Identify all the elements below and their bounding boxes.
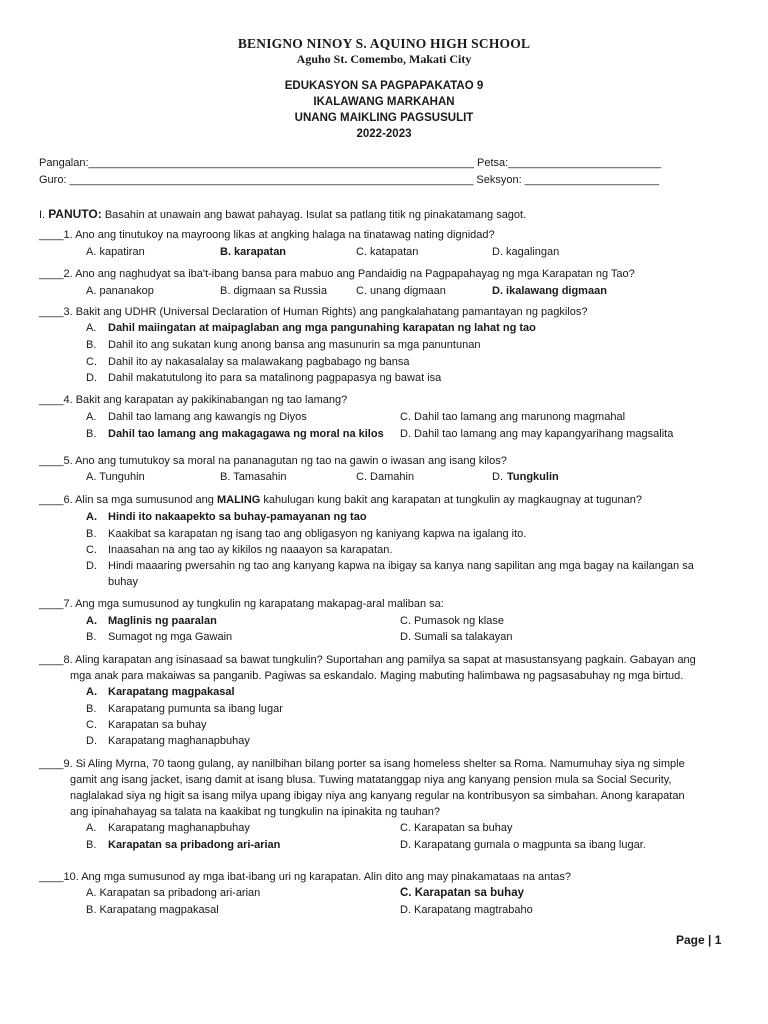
question-8-stem: ____8. Aling karapatan ang isinasaad sa bawat tungkulin? Suportahan ang pamilya sa sapat at masustansyang pagkain. Gabayan ang (39, 654, 696, 666)
name-date-field[interactable]: Pangalan:_______________________________________________________________ Petsa:_________________________ (39, 157, 662, 169)
q9-option-c[interactable]: C. Karapatan sa buhay (400, 822, 513, 834)
page-number: Page | 1 (676, 933, 722, 947)
q9-option-a-letter: A. (86, 822, 97, 834)
q4-option-a-letter: A. (86, 411, 97, 423)
q7-option-a-letter: A. (86, 615, 97, 627)
q6-option-b-letter: B. (86, 528, 97, 540)
instructions-number: I. (39, 209, 46, 221)
quarter-title: IKALAWANG MARKAHAN (313, 96, 455, 108)
q3-option-d[interactable]: Dahil makatutulong ito para sa matalinong pagpapasya ng bawat isa (108, 372, 442, 384)
q8-option-d-letter: D. (86, 735, 97, 747)
q9-option-d[interactable]: D. Karapatang gumala o magpunta sa ibang lugar. (400, 839, 646, 851)
q2-option-c[interactable]: C. unang digmaan (356, 285, 446, 297)
q8-option-b[interactable]: Karapatang pumunta sa ibang lugar (108, 703, 283, 715)
q8-option-d[interactable]: Karapatang maghanapbuhay (108, 735, 250, 747)
q1-option-d[interactable]: D. kagalingan (492, 246, 560, 258)
q6-option-d-continued: buhay (108, 576, 138, 588)
school-name: BENIGNO NINOY S. AQUINO HIGH SCHOOL (237, 36, 531, 51)
q5-option-c[interactable]: C. Damahin (356, 471, 415, 483)
q8-option-a-letter: A. (86, 686, 97, 698)
test-title: UNANG MAIKLING PAGSUSULIT (294, 112, 474, 124)
q5-option-a[interactable]: A. Tunguhin (86, 471, 145, 483)
q1-option-c[interactable]: C. katapatan (356, 246, 419, 258)
q5-option-d-letter: D. (492, 471, 503, 483)
q10-option-b[interactable]: B. Karapatang magpakasal (86, 904, 219, 916)
subject-title: EDUKASYON SA PAGPAPAKATAO 9 (284, 80, 484, 92)
q4-option-b[interactable]: Dahil tao lamang ang makagagawa ng moral na kilos (108, 428, 384, 440)
q9-option-a[interactable]: Karapatang maghanapbuhay (108, 822, 250, 834)
q1-option-b[interactable]: B. karapatan (220, 246, 287, 258)
q7-option-d[interactable]: D. Sumali sa talakayan (400, 631, 513, 643)
q3-option-b-letter: B. (86, 339, 97, 351)
q4-option-d[interactable]: D. Dahil tao lamang ang may kapangyarihang magsalita (400, 428, 674, 440)
q3-option-a[interactable]: Dahil maiingatan at maipaglaban ang mga pangunahing karapatan ng lahat ng tao (108, 322, 536, 334)
question-5-stem: ____5. Ano ang tumutukoy sa moral na pananagutan ng tao na gawin o iwasan ang isang kilos? (39, 455, 507, 467)
q6-option-b[interactable]: Kaakibat sa karapatan ng isang tao ang obligasyon ng kaniyang kapwa na igalang ito. (108, 528, 527, 540)
q2-option-b[interactable]: B. digmaan sa Russia (220, 285, 327, 297)
q8-option-c[interactable]: Karapatan sa buhay (108, 719, 207, 731)
teacher-section-field[interactable]: Guro: __________________________________________________________________ Seksyon: ______________________ (39, 174, 660, 186)
q5-option-b[interactable]: B. Tamasahin (220, 471, 287, 483)
question-6-stem: ____6. Alin sa mga sumusunod ang MALING kahulugan kung bakit ang karapatan at tungkulin ay magkaugnay at tugunan? (39, 494, 642, 506)
q2-option-a[interactable]: A. pananakop (86, 285, 154, 297)
instructions-label: PANUTO: (48, 207, 102, 221)
q10-option-c[interactable]: C. Karapatan sa buhay (400, 887, 524, 899)
question-10-stem: ____10. Ang mga sumusunod ay mga ibat-ibang uri ng karapatan. Alin dito ang may pinakamataas na antas? (39, 871, 572, 883)
q8-option-a[interactable]: Karapatang magpakasal (108, 686, 235, 698)
question-9-line-4: ang ipinahahayag sa talata na kaakibat ng tungkulin na ipinakita ng tauhan? (70, 806, 441, 818)
q6-emphasis: MALING (216, 494, 261, 506)
q6-option-d-letter: D. (86, 560, 97, 572)
q3-option-b[interactable]: Dahil ito ang sukatan kung anong bansa ang masunurin sa mga panuntunan (108, 339, 481, 351)
question-1-stem: ____1. Ano ang tinutukoy na mayroong likas at angking halaga na tinatawag nating dignidad? (39, 229, 495, 241)
question-9-line-3: naglalakad siya ng higit sa isang milya upang ibigay niya ang kanyang regular na kontribusyon sa simbahan. Anong karapatan (70, 790, 685, 802)
instructions (39, 207, 526, 221)
school-year: 2022-2023 (356, 128, 412, 140)
q2-option-d[interactable]: D. ikalawang digmaan (492, 285, 607, 297)
q4-option-b-letter: B. (86, 428, 97, 440)
q3-option-a-letter: A. (86, 322, 97, 334)
instructions-text: Basahin at unawain ang bawat pahayag. Isulat sa patlang titik ng pinakatamang sagot. (104, 209, 527, 221)
q6-option-c[interactable]: Inaasahan na ang tao ay kikilos ng naaayon sa karapatan. (108, 544, 393, 556)
q6-option-d[interactable]: Hindi maaaring pwersahin ng tao ang kanyang kapwa na ibigay sa kanya nang sapilitan ang mga bagay na kailangan sa (108, 560, 694, 572)
q8-option-c-letter: C. (86, 719, 97, 731)
question-3-stem: ____3. Bakit ang UDHR (Universal Declaration of Human Rights) ang pangkalahatang pamantayan ng pagkilos? (39, 306, 588, 318)
q9-option-b-letter: B. (86, 839, 97, 851)
q10-option-a[interactable]: A. Karapatan sa pribadong ari-arian (86, 887, 261, 899)
question-2-stem: ____2. Ano ang naghudyat sa iba't-ibang bansa para mabuo ang Pandaidig na Pagpapahayag ng mga Karapatan ng Tao? (39, 268, 635, 280)
q7-option-a[interactable]: Maglinis ng paaralan (108, 615, 217, 627)
question-9-line-1: ____9. Si Aling Myrna, 70 taong gulang, ay nanilbihan bilang porter sa isang homeless shelter sa Roma. Namumuhay siya ng simple (39, 758, 685, 770)
q6-option-c-letter: C. (86, 544, 97, 556)
q1-option-a[interactable]: A. kapatiran (86, 246, 145, 258)
q9-option-b[interactable]: Karapatan sa pribadong ari-arian (108, 839, 281, 851)
q4-option-a[interactable]: Dahil tao lamang ang kawangis ng Diyos (108, 411, 307, 423)
q6-option-a[interactable]: Hindi ito nakaapekto sa buhay-pamayanan ng tao (108, 511, 367, 523)
q4-option-c[interactable]: C. Dahil tao lamang ang marunong magmahal (400, 411, 626, 423)
question-7-stem: ____7. Ang mga sumusunod ay tungkulin ng karapatang makapag-aral maliban sa: (39, 598, 444, 610)
question-9-line-2: gamit ang isang jacket, isang damit at isang blusa. Tuwing matatanggap niya ang kanyang pension mula sa Social Security, (70, 774, 672, 786)
q5-option-d[interactable]: Tungkulin (507, 471, 559, 483)
question-8-stem-cont: mga anak para makaiwas sa panganib. Pagiwas sa eskandalo. Maging mabuting halimbawa ng pagsasabuhay ng mga birtud. (70, 670, 684, 682)
q6-option-a-letter: A. (86, 511, 97, 523)
q7-option-b[interactable]: Sumagot ng mga Gawain (108, 631, 233, 643)
q7-option-c[interactable]: C. Pumasok ng klase (400, 615, 504, 627)
q3-option-d-letter: D. (86, 372, 97, 384)
q3-option-c[interactable]: Dahil ito ay nakasalalay sa malawakang pagbabago ng bansa (108, 356, 410, 368)
q3-option-c-letter: C. (86, 356, 97, 368)
q10-option-d[interactable]: D. Karapatang magtrabaho (400, 904, 533, 916)
school-address: Aguho St. Comembo, Makati City (296, 52, 472, 66)
question-4-stem: ____4. Bakit ang karapatan ay pakikinabangan ng tao lamang? (39, 394, 348, 406)
q8-option-b-letter: B. (86, 703, 97, 715)
q7-option-b-letter: B. (86, 631, 97, 643)
